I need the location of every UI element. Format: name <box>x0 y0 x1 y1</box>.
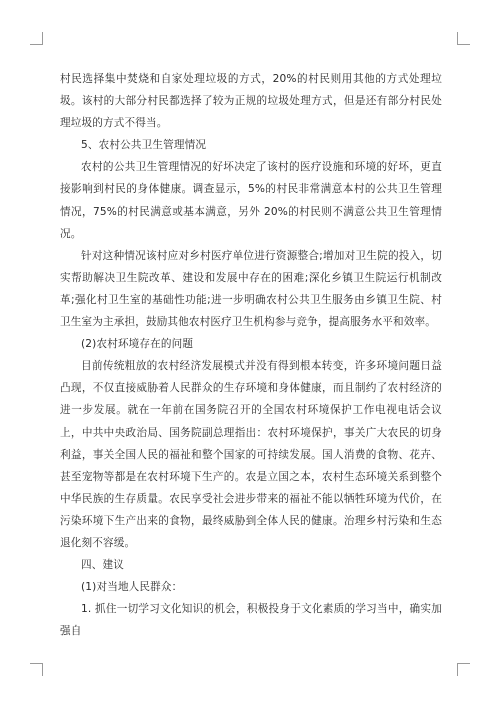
section-heading-suggestions: 四、建议 <box>81 559 124 572</box>
paragraph-garbage-disposal: 村民选择集中焚烧和自家处理垃圾的方式，20%的村民则用其他的方式处理垃圾。该村的大部分村民都选择了较为正规的垃圾处理方式，但是还有部分村民处理垃圾的方式不得当。 <box>60 73 442 130</box>
document-body <box>60 68 442 642</box>
section-heading-environment-problems: (2)农村环境存在的问题 <box>81 338 194 351</box>
crop-mark-bottom-right <box>457 663 470 676</box>
paragraph-public-health-survey: 农村的公共卫生管理情况的好坏决定了该村的医疗设施和环境的好坏，更直接影响到村民的身体健康。调查显示，5%的村民非常满意本村的公共卫生管理情况，75%的村民满意或基本满意，另外 20%的村民则不满意公共卫生管理情况。 <box>60 161 442 240</box>
paragraph-health-measures: 针对这种情况该村应对乡村医疗单位进行资源整合;增加对卫生院的投入，切实帮助解决卫生院改革、建设和发展中存在的困难;深化乡镇卫生院运行机制改革;强化村卫生室的基础性功能;进一步明确农村公共卫生服务由乡镇卫生院、村卫生室为主承担，鼓励其他农村医疗卫生机构参与竞争，提高服务水平和效率。 <box>60 249 442 329</box>
crop-mark-top-left <box>30 32 43 45</box>
section-heading-public-health: 5、农村公共卫生管理情况 <box>81 139 207 152</box>
crop-mark-top-right <box>457 32 470 45</box>
paragraph-environment-problems: 目前传统粗放的农村经济发展模式并没有得到根本转变，许多环境问题日益凸现，不仅直接威胁着人民群众的生存环境和身体健康，而且制约了农村经济的进一步发展。就在一年前在国务院召开的全国农村环境保护工作电视电话会议上，中共中央政治局、国务院副总理指出：农村环境保护，事关广大农民的切身利益，事关全国人民的福祉和整个国家的可持续发展。国人消费的食物、花卉、甚至宠物等都是在农村环境下生产的。农是立国之本，农村生态环境关系到整个中华民族的生存质量。农民享受社会进步带来的福祉不能以牺牲环境为代价，在污染环境下生产出来的食物，最终威胁到全体人民的健康。治理乡村污染和生态退化刻不容缓。 <box>60 360 442 549</box>
crop-mark-bottom-left <box>30 663 43 676</box>
list-item-learning: 1. 抓住一切学习文化知识的机会，积极投身于文化素质的学习当中，确实加强自 <box>60 603 442 638</box>
subheading-local-residents: (1)对当地人民群众： <box>81 581 183 594</box>
